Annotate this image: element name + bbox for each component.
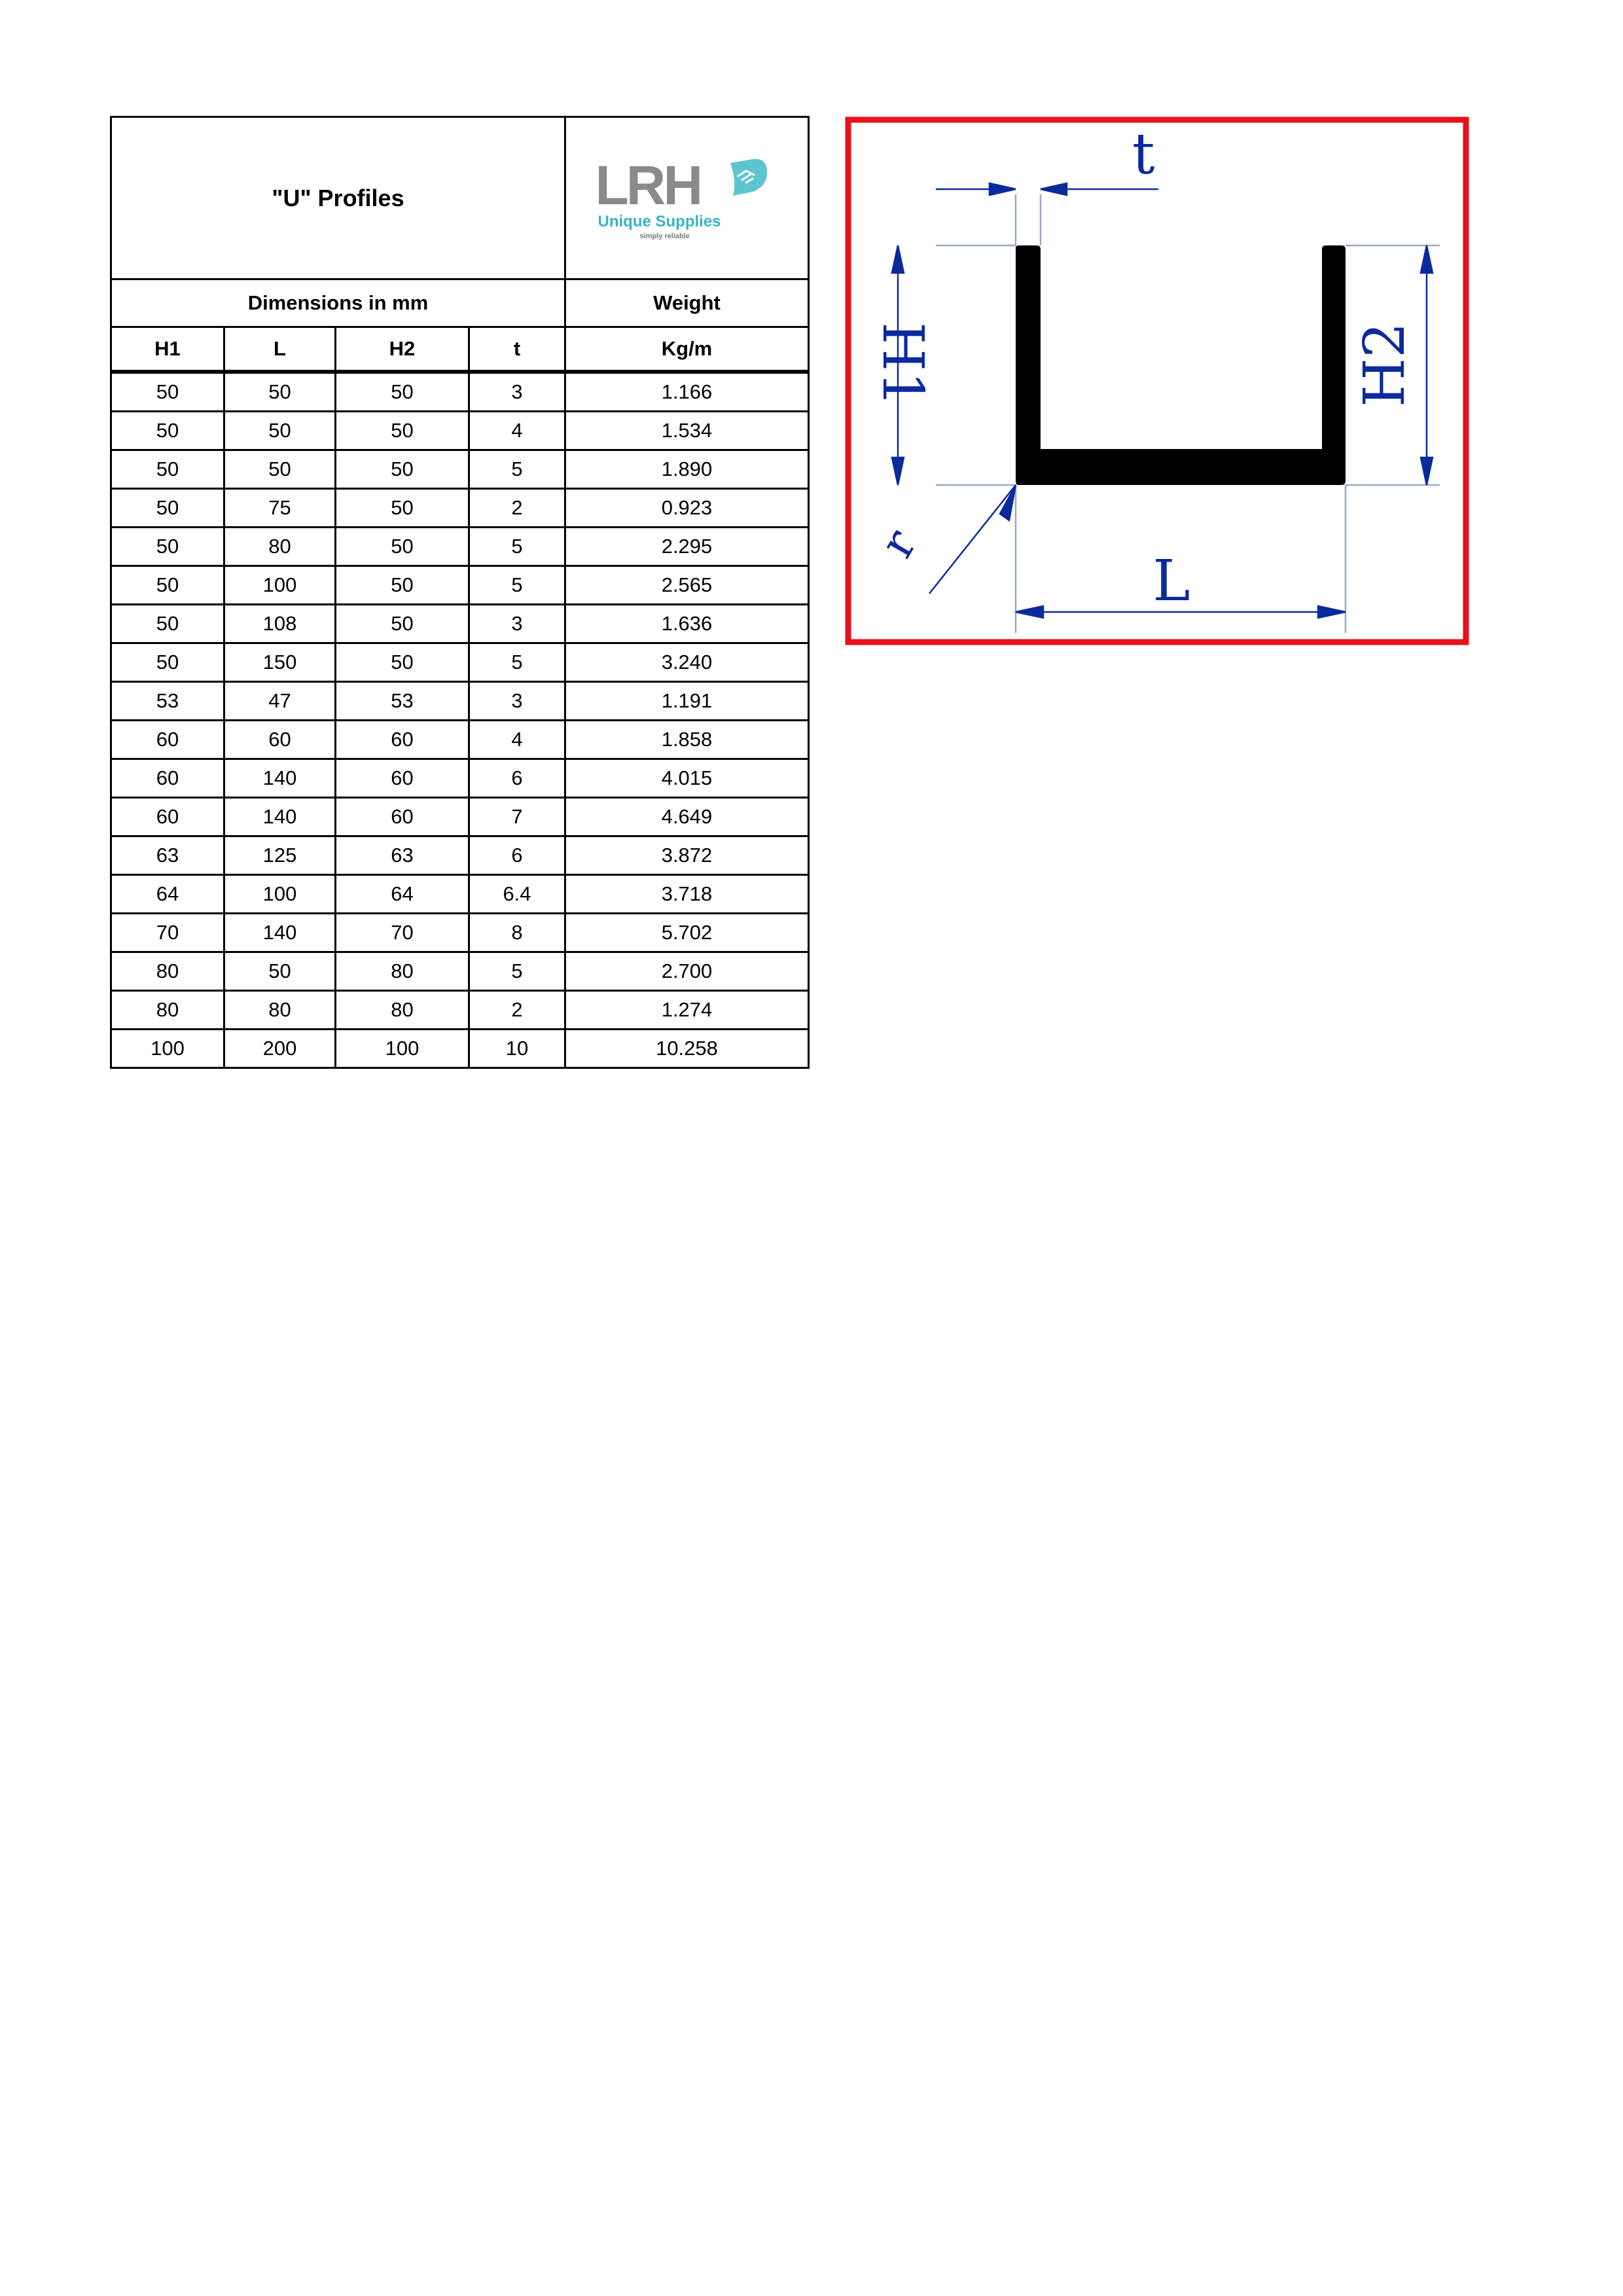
cell-t: 8 xyxy=(469,914,565,952)
cell-h1: 50 xyxy=(111,605,224,643)
cell-l: 80 xyxy=(224,991,336,1030)
cell-weight: 4.015 xyxy=(565,759,809,798)
cell-l: 108 xyxy=(224,605,336,643)
cell-t: 5 xyxy=(469,566,565,605)
cell-h2: 80 xyxy=(336,952,469,991)
cell-h1: 80 xyxy=(111,952,224,991)
table-row xyxy=(111,372,809,412)
cell-h2: 60 xyxy=(336,721,469,759)
cell-h2: 60 xyxy=(336,798,469,836)
cell-weight: 2.700 xyxy=(565,952,809,991)
cell-t: 3 xyxy=(469,682,565,721)
cell-h2: 50 xyxy=(336,450,469,489)
cell-l: 50 xyxy=(224,372,336,412)
cell-h2: 50 xyxy=(336,372,469,412)
cell-h2: 50 xyxy=(336,605,469,643)
cell-t: 5 xyxy=(469,952,565,991)
cell-l: 200 xyxy=(224,1030,336,1068)
cell-h1: 50 xyxy=(111,528,224,566)
table-row xyxy=(111,914,809,952)
cell-weight: 5.702 xyxy=(565,914,809,952)
cell-t: 2 xyxy=(469,489,565,528)
cell-h2: 53 xyxy=(336,682,469,721)
cell-h2: 64 xyxy=(336,875,469,914)
cell-h1: 53 xyxy=(111,682,224,721)
cell-l: 140 xyxy=(224,798,336,836)
cell-h2: 50 xyxy=(336,643,469,682)
cell-h1: 60 xyxy=(111,759,224,798)
cell-l: 100 xyxy=(224,566,336,605)
table-row xyxy=(111,798,809,836)
table-row xyxy=(111,836,809,875)
table-row xyxy=(111,682,809,721)
cell-l: 100 xyxy=(224,875,336,914)
column-header-weight: Kg/m xyxy=(565,327,809,372)
cell-l: 140 xyxy=(224,759,336,798)
cell-t: 5 xyxy=(469,528,565,566)
cell-weight: 4.649 xyxy=(565,798,809,836)
cell-h1: 50 xyxy=(111,566,224,605)
cell-h1: 60 xyxy=(111,721,224,759)
dimension-label-r: r xyxy=(869,520,927,567)
column-header-h1: H1 xyxy=(111,327,224,372)
cell-l: 125 xyxy=(224,836,336,875)
logo-letters: LRH xyxy=(595,154,701,216)
table-row xyxy=(111,759,809,798)
cell-t: 4 xyxy=(469,721,565,759)
cell-weight: 10.258 xyxy=(565,1030,809,1068)
cell-t: 4 xyxy=(469,412,565,450)
cell-h1: 64 xyxy=(111,875,224,914)
cell-l: 80 xyxy=(224,528,336,566)
cell-t: 3 xyxy=(469,605,565,643)
cell-l: 50 xyxy=(224,952,336,991)
table-row xyxy=(111,875,809,914)
table-row xyxy=(111,489,809,528)
cell-t: 3 xyxy=(469,372,565,412)
handshake-icon xyxy=(724,156,770,202)
dimension-label-l: L xyxy=(1152,548,1190,614)
cell-h2: 50 xyxy=(336,489,469,528)
cell-l: 150 xyxy=(224,643,336,682)
table-row xyxy=(111,991,809,1030)
cell-t: 6.4 xyxy=(469,875,565,914)
u-profiles-table xyxy=(110,116,810,1069)
cell-l: 50 xyxy=(224,450,336,489)
cell-h1: 80 xyxy=(111,991,224,1030)
cell-h2: 50 xyxy=(336,528,469,566)
cell-h1: 50 xyxy=(111,643,224,682)
table-row xyxy=(111,952,809,991)
cell-h2: 50 xyxy=(336,566,469,605)
cell-weight: 2.565 xyxy=(565,566,809,605)
u-profile-diagram xyxy=(844,116,1486,659)
column-header-h2: H2 xyxy=(336,327,469,372)
cell-t: 5 xyxy=(469,450,565,489)
cell-l: 140 xyxy=(224,914,336,952)
table-row xyxy=(111,605,809,643)
dimensions-header: Dimensions in mm xyxy=(111,279,565,327)
cell-weight: 2.295 xyxy=(565,528,809,566)
cell-l: 60 xyxy=(224,721,336,759)
cell-h2: 50 xyxy=(336,412,469,450)
cell-l: 75 xyxy=(224,489,336,528)
cell-l: 47 xyxy=(224,682,336,721)
cell-t: 6 xyxy=(469,836,565,875)
cell-h1: 63 xyxy=(111,836,224,875)
cell-h2: 100 xyxy=(336,1030,469,1068)
cell-h1: 60 xyxy=(111,798,224,836)
cell-t: 7 xyxy=(469,798,565,836)
dimension-label-t: t xyxy=(1132,122,1155,187)
table-title: "U" Profiles xyxy=(111,117,565,279)
cell-weight: 1.636 xyxy=(565,605,809,643)
dimension-label-h2: H2 xyxy=(1352,322,1418,407)
cell-weight: 3.718 xyxy=(565,875,809,914)
table-row xyxy=(111,450,809,489)
table-row xyxy=(111,412,809,450)
cell-h1: 50 xyxy=(111,450,224,489)
logo-subtitle: Unique Supplies xyxy=(597,212,721,230)
column-header-l: L xyxy=(224,327,336,372)
cell-h2: 70 xyxy=(336,914,469,952)
cell-weight: 1.274 xyxy=(565,991,809,1030)
logo-tagline: simply reliable xyxy=(639,232,690,240)
cell-t: 10 xyxy=(469,1030,565,1068)
weight-header: Weight xyxy=(565,279,809,327)
cell-h2: 63 xyxy=(336,836,469,875)
cell-weight: 3.240 xyxy=(565,643,809,682)
cell-weight: 3.872 xyxy=(565,836,809,875)
cell-h2: 60 xyxy=(336,759,469,798)
cell-weight: 1.191 xyxy=(565,682,809,721)
table-row xyxy=(111,528,809,566)
cell-t: 5 xyxy=(469,643,565,682)
cell-h1: 70 xyxy=(111,914,224,952)
cell-h1: 50 xyxy=(111,489,224,528)
table-row xyxy=(111,721,809,759)
cell-h1: 100 xyxy=(111,1030,224,1068)
cell-t: 6 xyxy=(469,759,565,798)
cell-weight: 1.166 xyxy=(565,372,809,412)
table-row xyxy=(111,643,809,682)
dimension-label-h1: H1 xyxy=(870,322,935,407)
column-header-t: t xyxy=(469,327,565,372)
cell-weight: 1.858 xyxy=(565,721,809,759)
cell-weight: 0.923 xyxy=(565,489,809,528)
cell-weight: 1.534 xyxy=(565,412,809,450)
cell-t: 2 xyxy=(469,991,565,1030)
cell-weight: 1.890 xyxy=(565,450,809,489)
cell-l: 50 xyxy=(224,412,336,450)
cell-h1: 50 xyxy=(111,412,224,450)
cell-h1: 50 xyxy=(111,372,224,412)
table-row xyxy=(111,1030,809,1068)
company-logo xyxy=(565,117,809,279)
table-row xyxy=(111,566,809,605)
cell-h2: 80 xyxy=(336,991,469,1030)
